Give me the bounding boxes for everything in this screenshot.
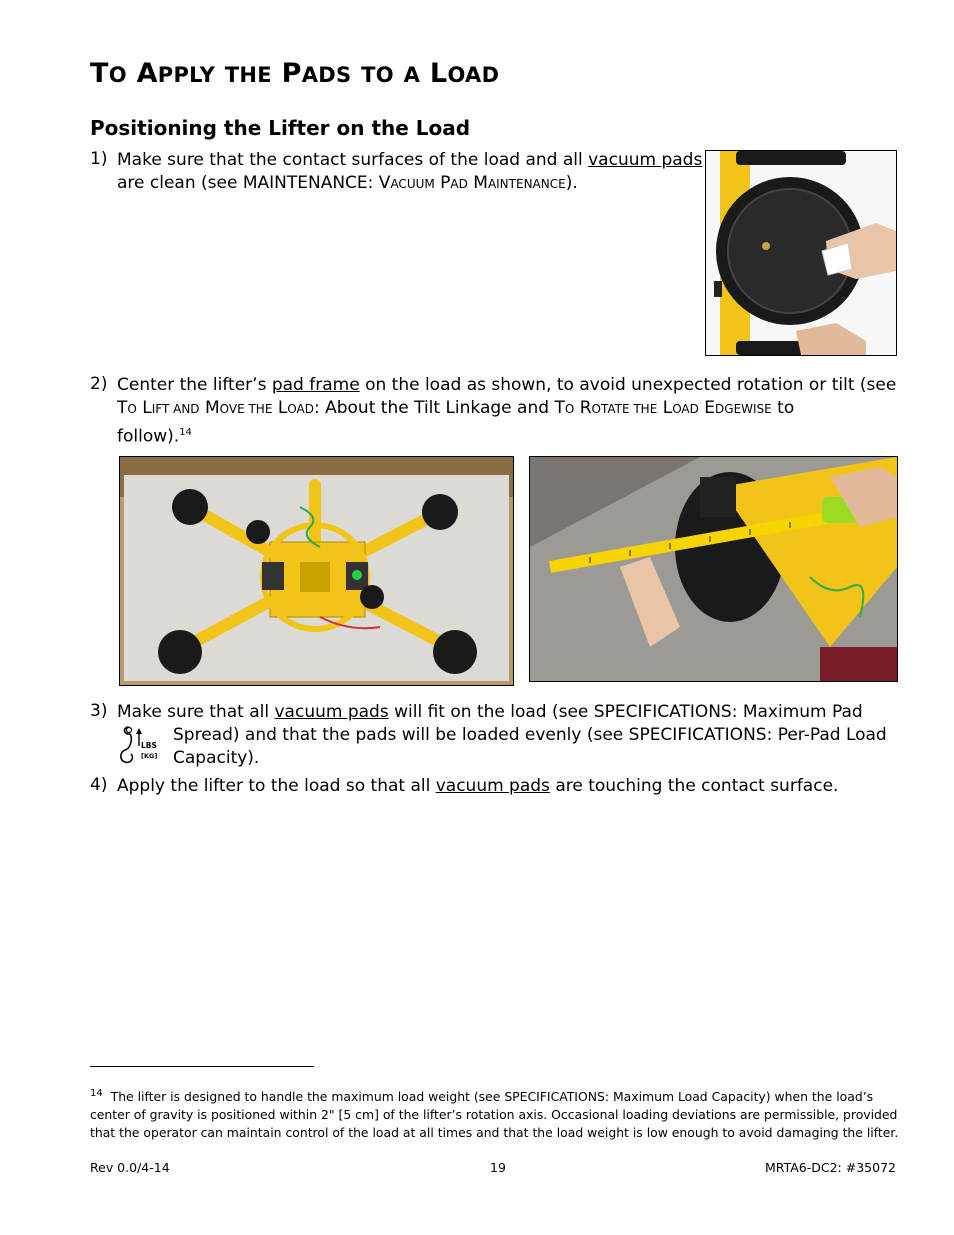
footnote: $^{14}$ The lifter is designed to handle the maximum load weight (see SPECIFICATIONS: Maximum Load Capacity) when the load’s center of gravity is positioned within 2" [5 cm] of the lifter’s rotation axis. Occasional loading deviations are permissible, provided that the operator can maintain control of the load at all times and that the load weight is low enough to avoid damaging the lifter. — [90, 1088, 899, 1141]
step-4-text: Apply the lifter to the load so that all vacuum pads are touching the contact surface. — [117, 776, 839, 796]
step-3-number: 3) — [90, 701, 108, 721]
step-1-text: Make sure that the contact surfaces of the load and all vacuum pads are clean (see MAINTENANCE: VACUUM PAD MAINTENANCE). — [117, 150, 703, 193]
load-capacity-hook-icon — [117, 724, 163, 768]
photo-lifter-centered-on-load — [119, 456, 514, 686]
svg-text:LBS: LBS — [141, 741, 157, 750]
vacuum-pads-link[interactable]: vacuum pads — [435, 776, 550, 796]
vacuum-pads-link[interactable]: vacuum pads — [274, 702, 389, 722]
footer-model-number: MRTA6-DC2: #35072 — [765, 1160, 896, 1175]
photo-cleaning-vacuum-pad — [705, 150, 897, 356]
photo-measuring-pad-frame — [529, 456, 898, 682]
step-3-text: Make sure that all vacuum pads will fit on the load (see SPECIFICATIONS: Maximum Pad Spread) and that the pads will be loaded evenly (see SPECIFICATIONS: Per-Pad Load Capacity). — [117, 702, 887, 768]
section-heading: Positioning the Lifter on the Load — [90, 116, 471, 140]
footer-page-number: 19 — [490, 1160, 506, 1175]
vacuum-pads-link[interactable]: vacuum pads — [588, 150, 703, 170]
step-2-text: Center the lifter’s pad frame on the load as shown, to avoid unexpected rotation or tilt (see TO LIFT AND MOVE THE LOAD: About the Tilt Linkage and TO ROTATE THE LOAD EDGEWISE to follow).$^{14}$ — [117, 375, 897, 447]
pad-frame-link[interactable]: pad frame — [271, 375, 360, 395]
page-title: TO APPLY THE PADS TO A LOAD — [90, 58, 500, 89]
step-1-number: 1) — [90, 149, 108, 169]
step-2-number: 2) — [90, 374, 108, 394]
footer-revision: Rev 0.0/4-14 — [90, 1160, 170, 1175]
svg-text:[KG]: [KG] — [141, 752, 158, 760]
step-4-number: 4) — [90, 775, 108, 795]
footnote-ref[interactable]: 14 — [179, 427, 192, 438]
footnote-separator — [90, 1066, 314, 1067]
